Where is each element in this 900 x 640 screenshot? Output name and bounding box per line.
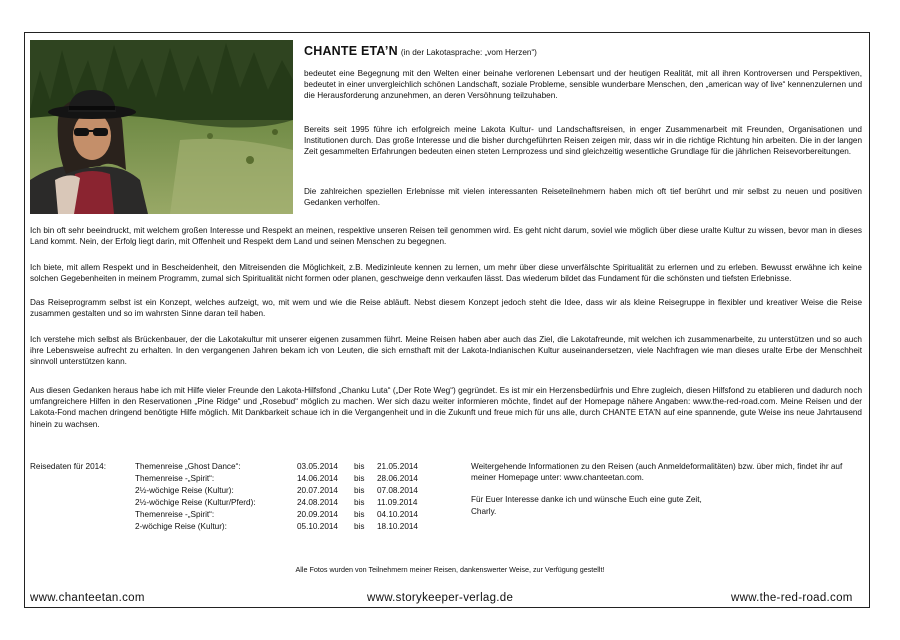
trip-name: 2½-wöchige Reise (Kultur/Pferd): bbox=[135, 498, 256, 507]
trip-bis: bis bbox=[354, 474, 365, 483]
dates-label: Reisedaten für 2014: bbox=[30, 462, 107, 471]
paragraph-respect: Ich bin oft sehr beeindruckt, mit welchem großen Interesse und Respekt an meinen, respektive unseren Reisen teil genommen wird. Es geht nicht darum, soviel wie möglich über diese uralte Kultur zu wissen, bevor man in dieses Land kommt. Nein, der Erfolg liegt darin, mit Offenheit und Respekt dem Land und seinen Menschen zu begegnen. bbox=[30, 226, 862, 247]
trip-start: 14.06.2014 bbox=[297, 474, 338, 483]
paragraph-fund: Aus diesen Gedanken heraus habe ich mit Hilfe vieler Freunde den Lakota-Hilfsfond „Chanku Luta“ („Der Rote Weg“) gegründet. Es ist mir ein Herzensbedürfnis und Ehre zugleich, diesen Hilfsfond zu etablieren und dadurch noch umfangreichere Hilfen in den Reservationen „Pine Ridge“ und „Rosebud“ möglich zu machen. Wer sich dazu weiter informieren möchte, findet auf der Homepage nähere Angaben: www.the-red-road.com. Meine Reisen und der Lakota-Fond machen dringend benötigte Hilfe möglich. Mit Dankbarkeit schaue ich in die Vergangenheit und in die Zukunft und freue mich für uns alle, durch CHANTE ETA’N auf eine spannende, gute Weise ins neue Jahrtausend hinein zu wachsen. bbox=[30, 386, 862, 429]
date-row bbox=[135, 473, 435, 485]
trip-start: 05.10.2014 bbox=[297, 522, 338, 531]
trip-end: 04.10.2014 bbox=[377, 510, 418, 519]
footer-link-chanteetan[interactable]: www.chanteetan.com bbox=[30, 592, 145, 604]
trip-end: 07.08.2014 bbox=[377, 486, 418, 495]
paragraph-intro: bedeutet eine Begegnung mit den Welten einer beinahe verlorenen Lebensart und der heutigen Realität, mit all ihren Kontroversen und Perspektiven, bedeutet in einer unvergleichlich schönen Landschaft, soziale Probleme, sensible wunderbare Menschen, den „american way of live“ kennenzulernen und die Herausforderung anzunehmen, an deren Versöhnung teilzuhaben. bbox=[304, 69, 862, 101]
paragraph-bridge-builder: Ich verstehe mich selbst als Brückenbauer, der die Lakotakultur mit unserer eigenen zusammen führt. Meine Reisen haben aber auch das Ziel, die Lakotafreunde, mit welchen ich zusammenarbeite, zu unterstützen und so auch ihre Lebensweise aufrecht zu erhalten. In den vergangenen Jahren bekam ich von Leuten, die sich ernsthaft mit der Lakota-Indianischen Kultur auseinandersetzen, viele Nachfragen wie man dieses uralte Erbe der Menschheit sinnvoll unterstützen kann. bbox=[30, 335, 862, 367]
trip-end: 28.06.2014 bbox=[377, 474, 418, 483]
trip-start: 24.08.2014 bbox=[297, 498, 338, 507]
date-row bbox=[135, 461, 435, 473]
closing-text: Für Euer Interesse danke ich und wünsche Euch eine gute Zeit, bbox=[471, 495, 702, 505]
trip-bis: bis bbox=[354, 498, 365, 507]
photo-credit: Alle Fotos wurden von Teilnehmern meiner Reisen, dankenswerter Weise, zur Verfügung gestellt! bbox=[295, 565, 605, 574]
date-row bbox=[135, 497, 435, 509]
footer-link-red-road[interactable]: www.the-red-road.com bbox=[731, 592, 853, 604]
trip-end: 18.10.2014 bbox=[377, 522, 418, 531]
trip-bis: bis bbox=[354, 462, 365, 471]
headline bbox=[304, 42, 864, 60]
trip-start: 03.05.2014 bbox=[297, 462, 338, 471]
trip-name: Themenreise „Ghost Dance“: bbox=[135, 462, 241, 471]
date-row bbox=[135, 521, 435, 533]
date-row bbox=[135, 485, 435, 497]
page-title: CHANTE ETA’N bbox=[304, 44, 398, 58]
trip-name: Themenreise -„Spirit“: bbox=[135, 474, 215, 483]
dates-table bbox=[135, 461, 435, 533]
paragraph-history: Bereits seit 1995 führe ich erfolgreich meine Lakota Kultur- und Landschaftsreisen, in enger Zusammenarbeit mit Freunden, Organisationen und Institutionen durch. Das große Interesse und die bisher durchgeführten Reisen zeigen mir, dass wir in die richtige Richtung hin arbeiten. Die in der langen Zeit gesammelten Erfahrungen bedeuten einen steten Lernprozess und sind gleichzeitig wesentliche Grundlage für die jährlichen Reisevorbereitungen. bbox=[304, 125, 862, 157]
trip-end: 21.05.2014 bbox=[377, 462, 418, 471]
trip-bis: bis bbox=[354, 510, 365, 519]
info-block bbox=[471, 461, 866, 528]
footer-link-storykeeper[interactable]: www.storykeeper-verlag.de bbox=[367, 592, 514, 604]
trip-bis: bis bbox=[354, 522, 365, 531]
page-subtitle: (in der Lakotasprache: „vom Herzen“) bbox=[400, 48, 537, 57]
paragraph-experiences: Die zahlreichen speziellen Erlebnisse mit vielen interessanten Reiseteilnehmern haben mich oft tief berührt und mir selbst zu neuen und positiven Gedanken verholfen. bbox=[304, 187, 862, 208]
signature: Charly. bbox=[471, 506, 497, 516]
portrait-photo bbox=[30, 40, 293, 214]
trip-start: 20.07.2014 bbox=[297, 486, 338, 495]
trip-name: 2-wöchige Reise (Kultur): bbox=[135, 522, 227, 531]
paragraph-spirituality: Ich biete, mit allem Respekt und in Bescheidenheit, den Mitreisenden die Möglichkeit, z.B. Medizinleute kennen zu lernen, um mehr über diese unverfälschte Spiritualität zu erlernen und zu erleben. Bewusst erwähne ich keine solchen Gegebenheiten in meinem Programm, zumal sich Spiritualität nicht formen oder planen, geschweige denn verkaufen lässt. Das wiederum bildet das Fundament für die schönsten und tiefsten Erlebnisse. bbox=[30, 263, 862, 284]
info-text: Weitergehende Informationen zu den Reisen (auch Anmeldeformalitäten) bzw. über mich, findet ihr auf meiner Homepage unter: www.chanteetan.com. bbox=[471, 462, 843, 483]
trip-name: 2½-wöchige Reise (Kultur): bbox=[135, 486, 234, 495]
paragraph-program: Das Reiseprogramm selbst ist ein Konzept, welches aufzeigt, wo, mit wem und wie die Reise abläuft. Nebst diesem Konzept jedoch steht die Idee, dass wir als kleine Reisegruppe in flexibler und kreativer Weise die Reise zusammen gestalten und so im wahrsten Sinne daran teil haben. bbox=[30, 298, 862, 319]
trip-bis: bis bbox=[354, 486, 365, 495]
trip-name: Themenreise -„Spirit“: bbox=[135, 510, 215, 519]
trip-start: 20.09.2014 bbox=[297, 510, 338, 519]
date-row bbox=[135, 509, 435, 521]
trip-end: 11.09.2014 bbox=[377, 498, 418, 507]
